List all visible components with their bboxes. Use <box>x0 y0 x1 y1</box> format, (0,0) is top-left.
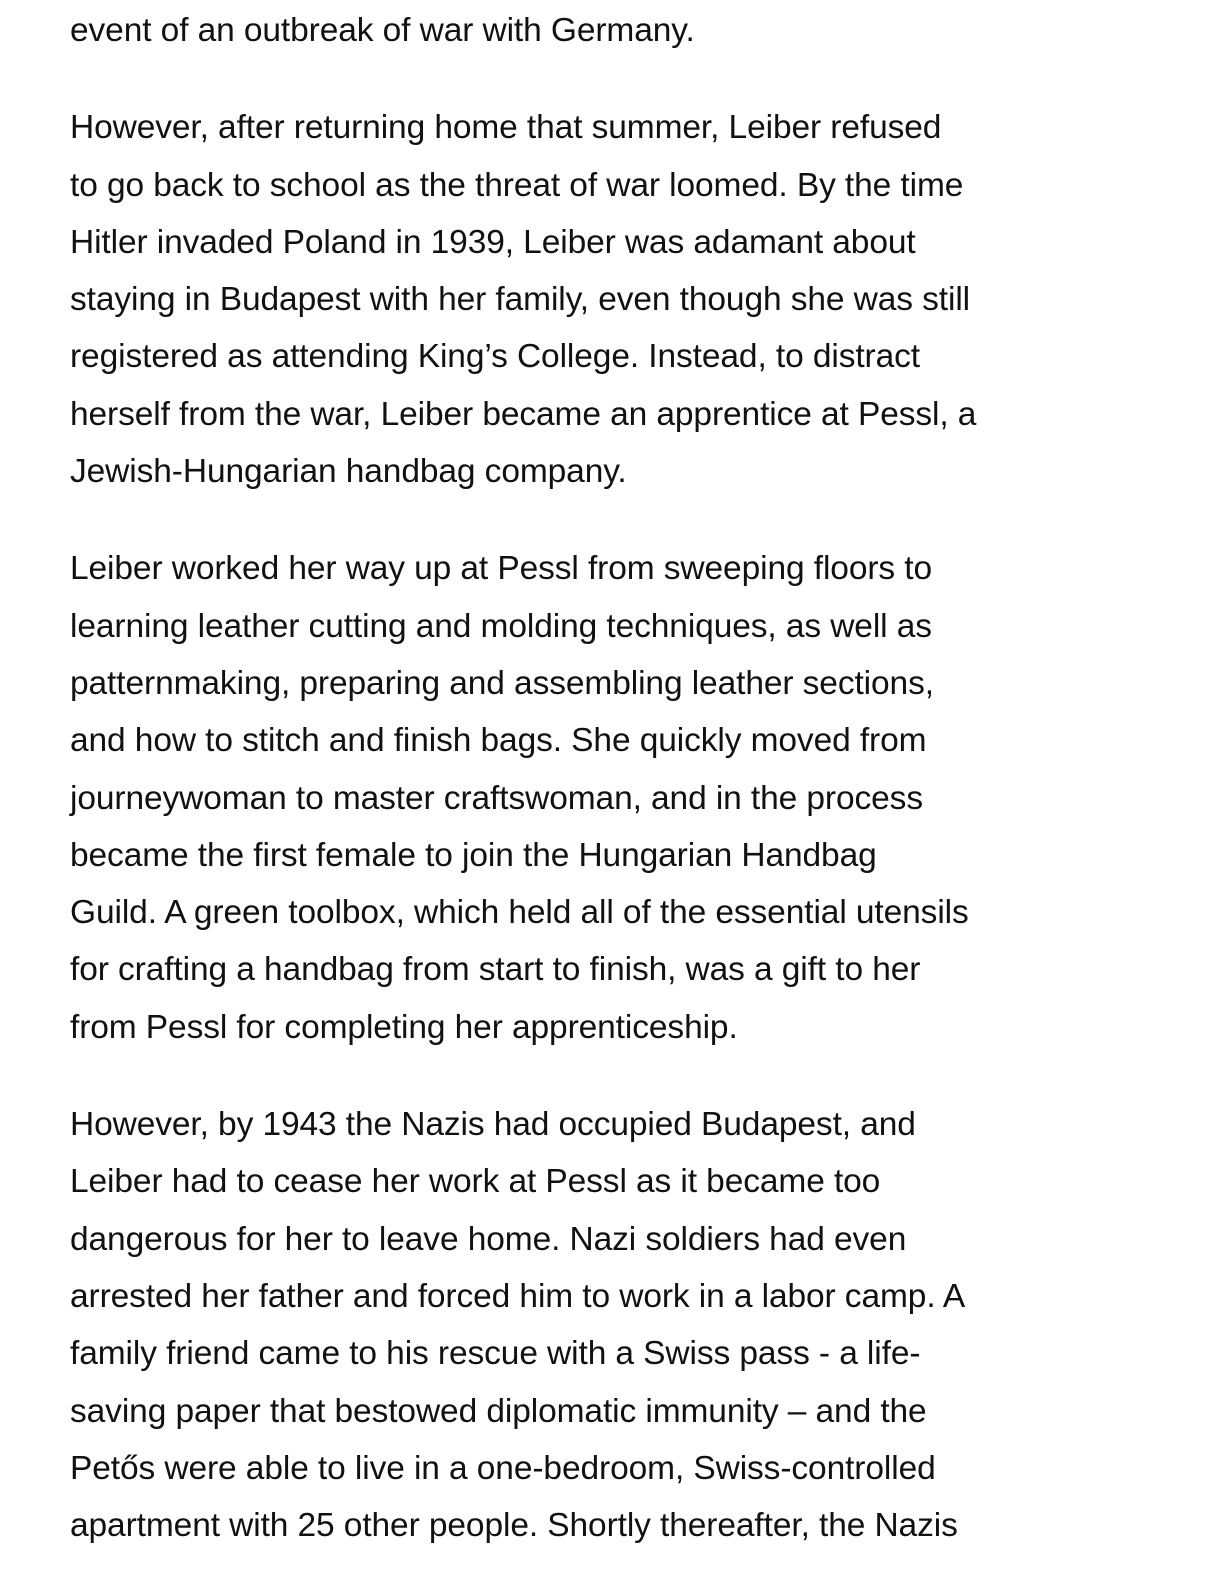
text-line: However, after returning home that summer, Leiber refused <box>70 109 942 147</box>
paragraph <box>70 99 1170 500</box>
text-line: Leiber worked her way up at Pessl from sweeping floors to <box>70 550 932 588</box>
text-line: However, by 1943 the Nazis had occupied Budapest, and <box>70 1106 916 1144</box>
text-line: and how to stitch and finish bags. She quickly moved from <box>70 722 927 760</box>
text-line: Jewish-Hungarian handbag company. <box>70 453 627 491</box>
text-line: became the first female to join the Hungarian Handbag <box>70 836 877 874</box>
text-line: registered as attending King’s College. Instead, to distract <box>70 338 921 376</box>
text-line: patternmaking, preparing and assembling leather sections, <box>70 664 934 702</box>
text-line: apartment with 25 other people. Shortly thereafter, the Nazis <box>70 1507 958 1545</box>
text-line: from Pessl for completing her apprenticeship. <box>70 1008 738 1046</box>
text-line: arrested her father and forced him to work in a labor camp. A <box>70 1277 966 1315</box>
text-line: dangerous for her to leave home. Nazi soldiers had even <box>70 1220 907 1258</box>
paragraph <box>70 1096 1170 1554</box>
text-line: learning leather cutting and molding techniques, as well as <box>70 607 932 645</box>
text-line: Guild. A green toolbox, which held all of the essential utensils <box>70 894 969 932</box>
text-line: Petős were able to live in a one-bedroom, Swiss-controlled <box>70 1449 936 1487</box>
text-line: Leiber had to cease her work at Pessl as it became too <box>70 1163 881 1201</box>
text-line: to go back to school as the threat of war loomed. By the time <box>70 166 964 204</box>
text-line: herself from the war, Leiber became an apprentice at Pessl, a <box>70 395 977 433</box>
text-line: family friend came to his rescue with a Swiss pass - a life- <box>70 1335 921 1373</box>
paragraph <box>70 540 1170 1056</box>
text-line: event of an outbreak of war with Germany. <box>70 12 695 49</box>
text-line: journeywoman to master craftswoman, and in the process <box>70 779 923 817</box>
paragraph <box>70 2 1170 59</box>
text-line: saving paper that bestowed diplomatic immunity – and the <box>70 1392 927 1430</box>
article-body <box>70 2 1170 1594</box>
text-line: for crafting a handbag from start to finish, was a gift to her <box>70 951 921 989</box>
text-line: staying in Budapest with her family, even though she was still <box>70 281 971 319</box>
text-line: Hitler invaded Poland in 1939, Leiber was adamant about <box>70 223 916 261</box>
